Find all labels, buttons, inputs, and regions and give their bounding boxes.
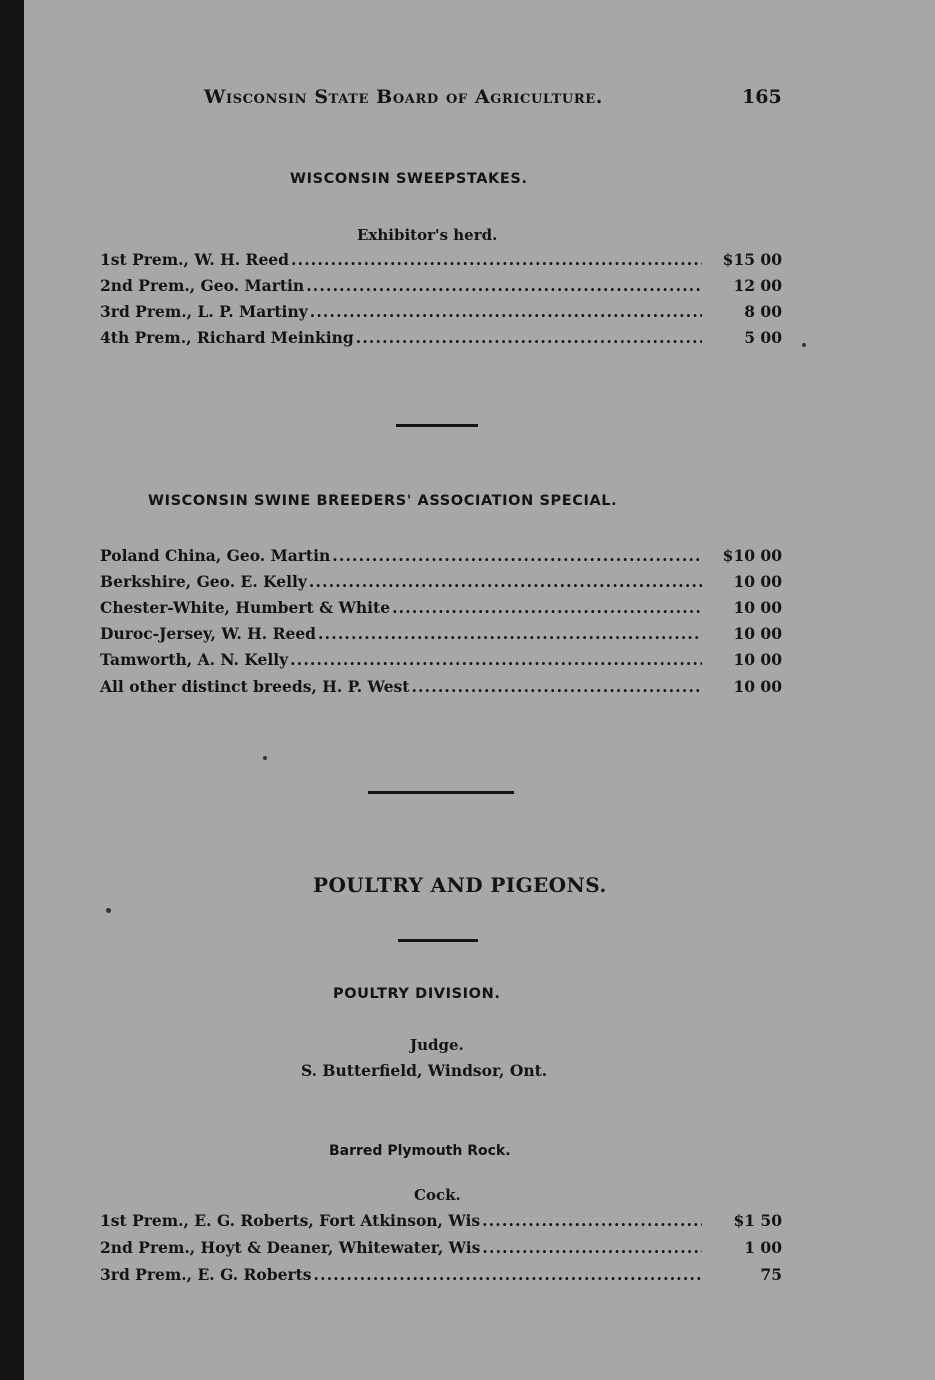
entry-label: Berkshire, Geo. E. Kelly	[100, 572, 307, 591]
judge-label: Judge.	[410, 1036, 464, 1054]
dot-leader	[291, 250, 702, 269]
premium-entry	[100, 328, 782, 350]
judge-name: S. Butterfield, Windsor, Ont.	[301, 1061, 548, 1080]
class-heading: Cock.	[414, 1186, 461, 1204]
entry-amount: 10 00	[733, 598, 782, 617]
entry-label: 1st Prem., W. H. Reed	[100, 250, 290, 269]
sweepstakes-heading: WISCONSIN SWEEPSTAKES.	[290, 171, 528, 187]
dot-leader	[318, 624, 702, 643]
entry-amount: $1 50	[733, 1211, 782, 1230]
scan-speck	[263, 756, 267, 760]
dot-leader	[411, 677, 702, 696]
premium-entry	[100, 677, 782, 699]
dot-leader	[290, 650, 702, 669]
entry-label: 2nd Prem., Geo. Martin	[100, 276, 305, 295]
entry-label: Poland China, Geo. Martin	[100, 546, 331, 565]
premium-entry	[100, 276, 782, 298]
entry-label: Tamworth, A. N. Kelly	[100, 650, 289, 669]
scan-binding-edge	[0, 0, 24, 1380]
dot-leader	[332, 546, 702, 565]
entry-amount: 8 00	[744, 302, 782, 321]
premium-entry	[100, 650, 782, 672]
section-divider	[396, 424, 478, 427]
poultry-heading: POULTRY AND PIGEONS.	[313, 873, 607, 897]
premium-entry	[100, 546, 782, 568]
premium-entry	[100, 1265, 782, 1287]
running-header-title: Wisconsin State Board of Agriculture.	[204, 86, 603, 108]
entry-label: Chester-White, Humbert & White	[100, 598, 391, 617]
entry-label: 1st Prem., E. G. Roberts, Fort Atkinson, Wis	[100, 1211, 481, 1230]
entry-label: 2nd Prem., Hoyt & Deaner, Whitewater, Wis	[100, 1238, 481, 1257]
premium-entry	[100, 302, 782, 324]
entry-amount: 10 00	[733, 624, 782, 643]
premium-entry	[100, 624, 782, 646]
entry-label: All other distinct breeds, H. P. West	[100, 677, 410, 696]
scan-speck	[106, 908, 111, 913]
entry-amount: 75	[760, 1265, 782, 1284]
dot-leader	[482, 1238, 702, 1257]
premium-entry	[100, 598, 782, 620]
dot-leader	[482, 1211, 702, 1230]
entry-amount: 5 00	[744, 328, 782, 347]
entry-label: 4th Prem., Richard Meinking	[100, 328, 354, 347]
premium-entry	[100, 1238, 782, 1260]
entry-amount: 1 00	[744, 1238, 782, 1257]
sweepstakes-subheading: Exhibitor's herd.	[357, 226, 498, 244]
dot-leader	[309, 572, 702, 591]
entry-label: 3rd Prem., L. P. Martiny	[100, 302, 308, 321]
dot-leader	[392, 598, 702, 617]
dot-leader	[356, 328, 702, 347]
page-number: 165	[742, 86, 782, 108]
swine-special-heading: WISCONSIN SWINE BREEDERS' ASSOCIATION SPECIAL.	[148, 493, 618, 509]
premium-entry	[100, 572, 782, 594]
dot-leader	[310, 302, 702, 321]
dot-leader	[306, 276, 702, 295]
scan-speck	[802, 343, 806, 347]
document-page	[24, 0, 935, 1380]
section-divider	[368, 791, 514, 794]
entry-amount: 10 00	[733, 650, 782, 669]
premium-entry	[100, 1211, 782, 1233]
entry-amount: $15 00	[722, 250, 782, 269]
entry-label: 3rd Prem., E. G. Roberts	[100, 1265, 312, 1284]
poultry-division-heading: POULTRY DIVISION.	[333, 986, 501, 1002]
premium-entry	[100, 250, 782, 272]
entry-amount: 10 00	[733, 572, 782, 591]
section-divider	[398, 939, 478, 942]
dot-leader	[314, 1265, 702, 1284]
entry-amount: $10 00	[722, 546, 782, 565]
entry-amount: 10 00	[733, 677, 782, 696]
entry-label: Duroc-Jersey, W. H. Reed	[100, 624, 317, 643]
entry-amount: 12 00	[733, 276, 782, 295]
breed-heading: Barred Plymouth Rock.	[329, 1143, 511, 1159]
